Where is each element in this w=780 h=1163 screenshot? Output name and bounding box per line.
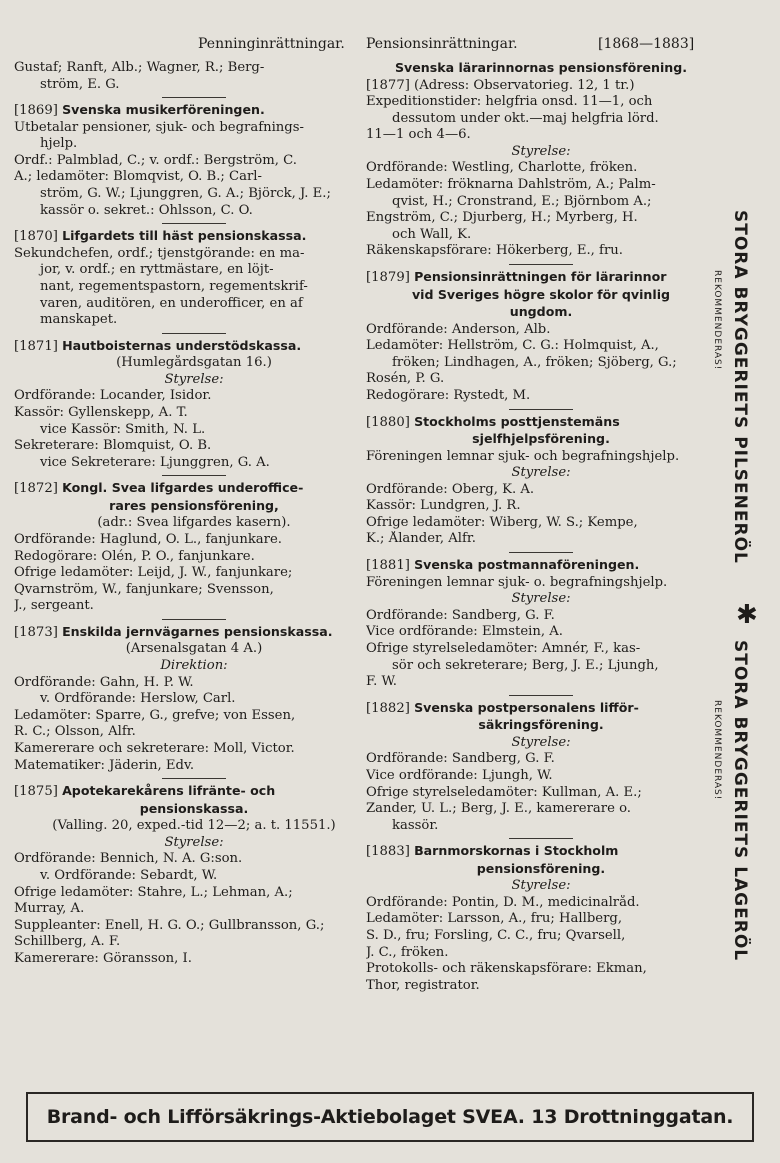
entry-heading-text: Hautboisternas understödskassa. (62, 337, 302, 353)
entry-line: Öfrige styrelseledamöter: Kullman, A. E.; (366, 784, 642, 800)
directory-entry (14, 228, 374, 328)
entry-heading-text: Lifgardets till häst pensionskassa. (62, 228, 307, 244)
entry-line: Räkenskapsförare: Hökerberg, E., fru. (366, 243, 623, 259)
entry-line: Thor, registrator. (366, 977, 480, 993)
entry-number: [1870] (14, 229, 58, 245)
entry-heading-text: vid Sveriges högre skolor för qvinlig (411, 286, 671, 302)
entry-heading-text: Stockholms posttjenstemäns (414, 413, 620, 429)
entry-heading-text: Svenska postpersonalens lifför- (414, 699, 639, 715)
entry-line: (adr.: Svea lifgardes kasern). (97, 515, 291, 531)
directory-entry (14, 783, 374, 967)
rule-separator (366, 405, 716, 414)
entry-number: [1880] (366, 414, 410, 430)
entry-line: Styrelse: (164, 371, 224, 387)
entry-line: ström, E. G. (40, 76, 120, 92)
entry-heading (366, 304, 716, 322)
entry-heading-text: Svenska postmannaföreningen. (414, 557, 640, 573)
entry-line: fröken; Lindhagen, A., fröken; Sjöberg, G.; (392, 354, 677, 370)
header-center: Pensionsinrättningar. (366, 36, 518, 52)
entry-heading-text: Kongl. Svea lifgardes underoffice- (62, 480, 304, 496)
side-advert-2-title: STORA BRYGGERIETS LAGERÖL (730, 640, 750, 962)
entry-line: qvist, H.; Cronstrand, E.; Björnbom A.; (392, 193, 652, 209)
entry-line: Rosén, P. G. (366, 371, 445, 387)
entry-line: Ledamöter: fröknarna Dahlström, A.; Palm- (366, 177, 656, 193)
entry-line: Matematiker: Jäderin, Edv. (14, 757, 195, 773)
entry-line: Styrelse: (164, 834, 224, 850)
entry-line: Öfrige ledamöter: Wiberg, W. S.; Kempe, (366, 514, 638, 530)
entry-heading (366, 843, 716, 861)
entry-heading-text: Apotekarekårens lifränte- och (62, 783, 276, 799)
directory-entry (366, 269, 716, 404)
entry-line: [1877] (Adress: Observatorieg. 12, 1 tr.) (366, 77, 635, 93)
entry-heading-text: pensionsförening. (476, 860, 606, 876)
entry-line: Gustaf; Ranft, Alb.; Wagner, R.; Berg- (14, 60, 265, 75)
entry-line: nant, regementspastorn, regementskrif- (40, 278, 308, 294)
entry-line: Styrelse: (511, 465, 571, 481)
entry-number: [1872] (14, 481, 58, 497)
entry-heading-text: sjelfhjelpsförening. (472, 431, 610, 446)
entry-line: Kassör: Gyllenskepp, A. T. (14, 405, 188, 420)
entry-line: kassör o. sekret.: Öhlsson, C. O. (40, 202, 253, 218)
rule-separator (14, 329, 374, 338)
entry-line: Ordförande: Pontin, D. M., medicinalråd. (366, 894, 640, 910)
entry-heading-text: Enskilda jernvägarnes pensionskassa. (62, 623, 333, 639)
entry-heading (366, 700, 716, 718)
entry-line: (Arsenalsgatan 4 A.) (125, 641, 263, 657)
entry-line: Kamererare och sekreterare: Moll, Victor. (14, 741, 295, 756)
entry-line: Styrelse: (511, 734, 571, 750)
entry-heading-text: pensionskassa. (139, 800, 249, 816)
entry-line: v. Ordförande: Herslow, Carl. (40, 691, 236, 707)
side-advert-1-sub (711, 210, 730, 370)
entry-line: Ordförande: Locander, Isidor. (14, 388, 212, 404)
entry-line: Utbetalar pensioner, sjuk- och begrafnings- (14, 119, 304, 135)
entry-heading-text: Pensionsinrättningen för lärarinnor (414, 269, 667, 285)
entry-line: Ledamöter: Sparre, G., grefve; von Essen, (14, 707, 296, 723)
entry-line: F. W. (366, 674, 397, 690)
side-advert-2-sub (711, 640, 730, 800)
entry-line: S. D., fru; Forsling, C. C., fru; Qvarsell, (366, 928, 626, 944)
entry-heading (366, 269, 716, 287)
entry-number: [1882] (366, 700, 410, 716)
entry-line: Ordförande: Gahn, H. P. W. (14, 674, 194, 690)
entry-line: Kamererare: Göransson, I. (14, 950, 192, 966)
asterisk-ornament: ✱ (736, 600, 758, 630)
side-advert-1-title: STORA BRYGGERIETS PILSENERÖL (730, 210, 750, 564)
entry-heading (14, 783, 374, 801)
entry-line: Öfrige ledamöter: Stahre, L.; Lehman, A.; (14, 884, 293, 900)
entry-line: Föreningen lemnar sjuk- o. begrafningshjelp. (366, 574, 668, 590)
entry-number: [1871] (14, 338, 58, 354)
directory-entry (366, 414, 716, 549)
side-advert-2-small: REKOMMENDERAS! (712, 700, 722, 801)
directory-entry (14, 624, 374, 774)
entry-line: Suppleanter: Enell, H. G. O.; Gullbransson, G.; (14, 917, 325, 933)
entry-line: Vice ordförande: Ljungh, W. (366, 767, 553, 783)
entry-heading (366, 431, 716, 449)
entry-line: Murray, A. (14, 901, 85, 917)
entry-number: [1883] (366, 844, 410, 860)
side-advert-2 (730, 640, 750, 961)
entry-number: [1879] (366, 270, 410, 286)
rule-separator (14, 93, 374, 102)
entry-line: Sekundchefen, ordf.; tjenstgörande: en ma- (14, 245, 305, 261)
entry-line: Styrelse: (511, 878, 571, 894)
rule-separator (14, 471, 374, 480)
entry-line: Redogörare: Rystedt, M. (366, 387, 531, 403)
entry-line: Qvarnström, W., fanjunkare; Svensson, (14, 581, 274, 597)
entry-line: Ordförande: Bennich, N. A. G:son. (14, 851, 243, 867)
directory-entry (366, 60, 716, 260)
entry-heading (14, 338, 374, 356)
entry-line: jor, v. ordf.; en ryttmästare, en löjt- (40, 262, 274, 278)
entry-line: R. C.; Olsson, Alfr. (14, 724, 136, 740)
entry-line: (Valling. 20, exped.-tid 12—2; a. t. 11551.) (52, 818, 336, 834)
side-advert-1-small: REKOMMENDERAS! (712, 270, 722, 371)
entry-line: Redogörare: Olén, P. O., fanjunkare. (14, 548, 255, 564)
entry-line: hjelp. (40, 136, 78, 152)
entry-heading (14, 228, 374, 246)
entry-heading-text: säkringsförening. (478, 717, 604, 733)
header-right: [1868—1883] (598, 36, 695, 52)
entry-line: vice Kassör: Smith, N. L. (40, 421, 206, 437)
entry-line: sör och sekreterare; Berg, J. E.; Ljungh, (392, 657, 659, 673)
entry-line: K.; Ålander, Alfr. (366, 531, 476, 547)
entry-line: A.; ledamöter: Blomqvist, O. B.; Carl- (14, 169, 262, 185)
directory-entry (366, 843, 716, 994)
rule-separator (366, 834, 716, 843)
entry-heading (366, 861, 716, 879)
entry-heading-text: Svenska lärarinnornas pensionsförening. (394, 60, 688, 75)
entry-line: Engström, C.; Djurberg, H.; Myrberg, H. (366, 210, 638, 226)
entry-heading-text: rares pensionsförening, (109, 497, 279, 513)
entry-line: Sekreterare: Blomquist, O. B. (14, 438, 212, 454)
entry-line: Öfrige ledamöter: Leijd, J. W., fanjunkare; (14, 565, 293, 581)
directory-entry (366, 557, 716, 691)
entry-heading (366, 414, 716, 432)
entry-line: Ordförande: Sandberg, G. F. (366, 751, 555, 767)
entry-number: [1869] (14, 103, 58, 119)
entry-number: [1875] (14, 784, 58, 800)
entry-line: manskapet. (40, 312, 118, 328)
entry-line: Ledamöter: Hellström, C. G.: Holmquist, A., (366, 338, 659, 354)
entry-heading (14, 801, 374, 819)
rule-separator (366, 691, 716, 700)
entry-number: [1873] (14, 624, 58, 640)
entry-line: Föreningen lemnar sjuk- och begrafningshjelp. (366, 448, 680, 464)
entry-line: Ordförande: Haglund, O. L., fanjunkare. (14, 531, 282, 547)
rule-separator (14, 774, 374, 783)
footer-advert: Brand- och Lifförsäkrings-Aktiebolaget SVEA. 13 Drottninggatan. (26, 1092, 754, 1142)
entry-line: 11—1 och 4—6. (366, 127, 471, 143)
directory-entry (14, 338, 374, 472)
right-column (366, 60, 716, 994)
rule-separator (14, 615, 374, 624)
left-column (14, 60, 374, 968)
running-head (0, 36, 780, 56)
entry-line: Ledamöter: Larsson, A., fru; Hallberg, (366, 911, 623, 927)
entry-line: ström, G. W.; Ljunggren, G. A.; Björck, J. E.; (40, 186, 331, 202)
entry-line: dessutom under okt.—maj helgfria lörd. (392, 110, 659, 126)
entry-heading (14, 102, 374, 120)
directory-entry (14, 480, 374, 615)
entry-line: Direktion: (160, 658, 228, 674)
side-advert (712, 210, 772, 962)
entry-line: Styrelse: (511, 591, 571, 607)
entry-line: Zander, U. L.; Berg, J. E., kamererare o. (366, 801, 631, 817)
entry-line: Ordförande: Westling, Charlotte, fröken. (366, 160, 638, 176)
entry-heading (366, 557, 716, 575)
rule-separator (14, 219, 374, 228)
entry-line: kassör. (392, 817, 439, 833)
directory-entry (14, 102, 374, 219)
entry-line: v. Ordförande: Sebardt, W. (40, 867, 218, 883)
entry-line: Protokolls- och räkenskapsförare: Ekman, (366, 961, 647, 977)
entry-heading (366, 717, 716, 735)
entry-line: Kassör: Lundgren, J. R. (366, 498, 521, 514)
entry-line: vice Sekreterare: Ljunggren, G. A. (40, 454, 270, 470)
entry-line: J., sergeant. (14, 598, 94, 614)
entry-line: Öfrige styrelseledamöter: Amnér, F., kas- (366, 640, 641, 656)
rule-separator (366, 548, 716, 557)
entry-line: Styrelse: (511, 143, 571, 159)
side-advert-1 (730, 210, 750, 564)
entry-line: J. C., fröken. (366, 944, 449, 960)
entry-line: Ordförande: Anderson, Alb. (366, 321, 551, 337)
entry-heading-text: Barnmorskornas i Stockholm (414, 843, 619, 859)
entry-line: Vice ordförande: Elmstein, A. (366, 624, 563, 640)
rule-separator (366, 260, 716, 269)
entry-heading (14, 498, 374, 516)
entry-line: Ordförande: Sandberg, G. F. (366, 607, 555, 623)
entry-line: varen, auditören, en underofficer, en af (40, 295, 303, 311)
entry-heading (366, 287, 716, 305)
entry-line: Schillberg, A. F. (14, 934, 121, 950)
entry-line: Ordf.: Palmblad, C.; v. ordf.: Bergström, C. (14, 152, 297, 168)
entry-heading (14, 624, 374, 642)
entry-heading-text: ungdom. (509, 304, 573, 320)
entry-number: [1881] (366, 558, 410, 574)
entry-line: (Humlegårdsgatan 16.) (116, 355, 272, 371)
directory-entry (14, 60, 374, 93)
header-left: Penninginrättningar. (198, 36, 345, 52)
entry-heading (14, 480, 374, 498)
directory-entry (366, 700, 716, 835)
entry-heading (366, 60, 716, 78)
entry-line: Ordförande: Öberg, K. A. (366, 481, 535, 497)
entry-heading-text: Svenska musikerföreningen. (62, 102, 265, 118)
entry-line: Expeditionstider: helgfria onsd. 11—1, och (366, 94, 653, 110)
entry-line: och Wall, K. (392, 226, 472, 242)
